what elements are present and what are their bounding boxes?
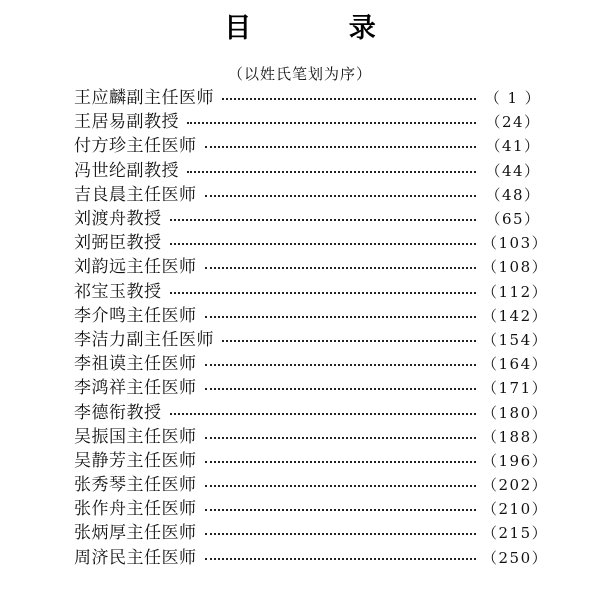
toc-entry-name: 祁宝玉教授 [74, 281, 162, 302]
toc-entry [74, 207, 544, 231]
toc-entry [74, 280, 549, 304]
toc-entry [74, 497, 549, 521]
toc-entry-name: 张作舟主任医师 [74, 499, 197, 520]
toc-entry-page-number: （112） [482, 282, 549, 301]
toc-entry [74, 304, 549, 328]
dot-leader [205, 388, 477, 390]
toc-entry [74, 86, 544, 110]
toc-entry-name: 王应麟副主任医师 [74, 88, 214, 109]
toc-entry-name: 李洁力副主任医师 [74, 329, 214, 350]
toc-entry-name: 李祖谟主任医师 [74, 354, 197, 375]
toc-entry [74, 255, 549, 279]
toc-entry [74, 159, 544, 183]
table-of-contents [74, 86, 549, 570]
dot-leader [187, 171, 476, 173]
toc-entry-name: 刘渡舟教授 [74, 209, 162, 230]
toc-entry [74, 352, 549, 376]
page-subtitle: （以姓氏笔划为序） [227, 65, 372, 83]
toc-entry-page-number: （48） [485, 185, 541, 204]
toc-entry-name: 付方珍主任医师 [74, 136, 197, 157]
toc-entry-page-number: （41） [485, 137, 541, 156]
toc-entry-page-number: （164） [482, 355, 549, 374]
toc-entry-page-number: （215） [482, 524, 549, 543]
toc-entry-page-number: （171） [482, 379, 549, 398]
toc-entry-page-number: （103） [482, 234, 549, 253]
dot-leader [205, 316, 477, 318]
toc-entry-page-number: （154） [482, 330, 549, 349]
dot-leader [205, 195, 477, 197]
page-title: 目 录 [224, 13, 420, 44]
toc-entry [74, 546, 549, 570]
toc-entry-page-number: （108） [482, 258, 549, 277]
toc-entry [74, 376, 549, 400]
dot-leader [205, 485, 477, 487]
dot-leader [170, 413, 477, 415]
toc-entry-page-number: （180） [482, 403, 549, 422]
toc-entry-name: 李鸿祥主任医师 [74, 378, 197, 399]
dot-leader [205, 461, 477, 463]
dot-leader [222, 340, 476, 342]
dot-leader [170, 292, 477, 294]
dot-leader [205, 267, 477, 269]
toc-entry-page-number: （44） [485, 161, 541, 180]
toc-entry [74, 449, 549, 473]
toc-entry-name: 李介鸣主任医师 [74, 305, 197, 326]
toc-entry [74, 425, 549, 449]
dot-leader [187, 122, 476, 124]
dot-leader [170, 219, 477, 221]
toc-entry-page-number: （210） [482, 500, 549, 519]
dot-leader [205, 146, 477, 148]
toc-entry-page-number: （196） [482, 451, 549, 470]
toc-entry-name: 王居易副教授 [74, 112, 179, 133]
toc-entry [74, 183, 544, 207]
dot-leader [222, 98, 476, 100]
toc-entry-name: 冯世纶副教授 [74, 160, 179, 181]
toc-entry [74, 231, 549, 255]
toc-entry-page-number: （250） [482, 548, 549, 567]
dot-leader [205, 558, 477, 560]
dot-leader [205, 533, 477, 535]
toc-entry-name: 吴静芳主任医师 [74, 450, 197, 471]
toc-entry-name: 刘韵远主任医师 [74, 257, 197, 278]
toc-entry [74, 521, 549, 545]
toc-entry-page-number: （188） [482, 427, 549, 446]
toc-entry-name: 吴振国主任医师 [74, 426, 197, 447]
dot-leader [205, 509, 477, 511]
toc-entry [74, 400, 549, 424]
toc-entry-name: 周济民主任医师 [74, 547, 197, 568]
toc-entry-page-number: （142） [482, 306, 549, 325]
dot-leader [205, 437, 477, 439]
toc-entry-page-number: （65） [485, 210, 541, 229]
toc-entry [74, 110, 544, 134]
dot-leader [205, 364, 477, 366]
toc-entry-name: 吉良晨主任医师 [74, 184, 197, 205]
toc-entry-page-number: （202） [482, 476, 549, 495]
toc-entry-name: 张炳厚主任医师 [74, 523, 197, 544]
toc-entry [74, 134, 544, 158]
toc-entry-name: 刘弼臣教授 [74, 233, 162, 254]
toc-entry-name: 李德衔教授 [74, 402, 162, 423]
toc-entry [74, 328, 549, 352]
toc-entry [74, 473, 549, 497]
toc-entry-name: 张秀琴主任医师 [74, 475, 197, 496]
dot-leader [170, 243, 477, 245]
toc-entry-page-number: （ 1 ） [484, 89, 542, 108]
toc-entry-page-number: （24） [485, 113, 541, 132]
